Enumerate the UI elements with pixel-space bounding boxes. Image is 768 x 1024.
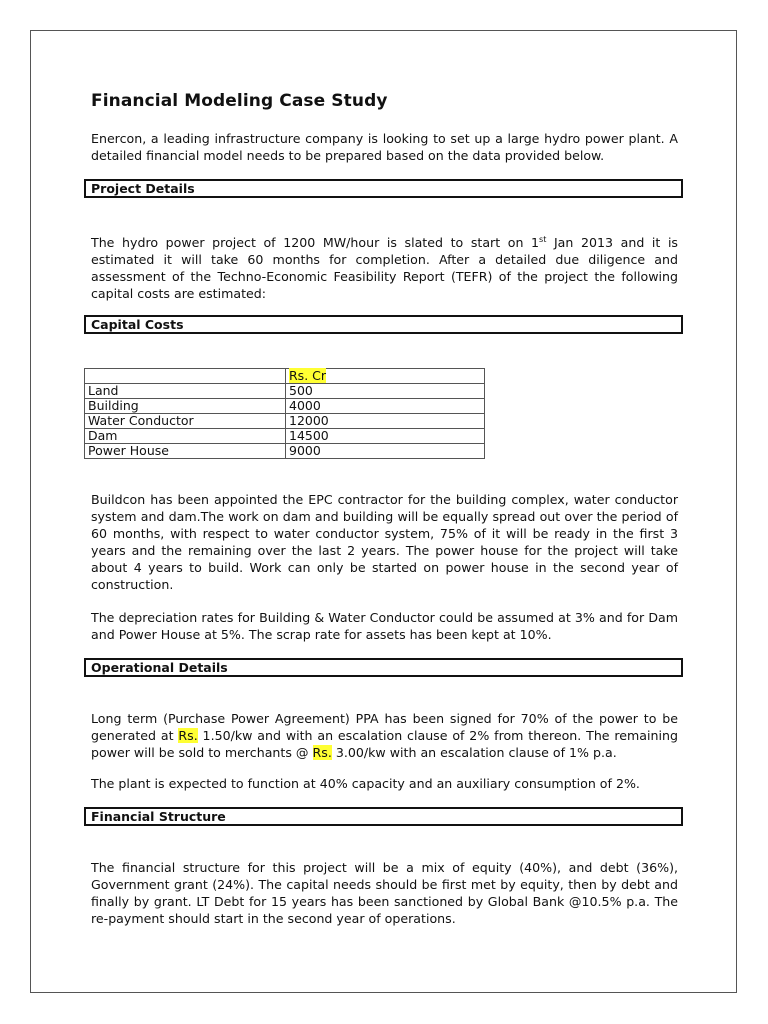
table-cell-item: Building bbox=[85, 399, 286, 414]
section-header-project-details: Project Details bbox=[84, 179, 683, 198]
operational-text-3: 3.00/kw with an escalation clause of 1% p.a. bbox=[331, 745, 617, 760]
table-row bbox=[85, 429, 485, 444]
table-cell-item: Land bbox=[85, 384, 286, 399]
section-header-operational-details: Operational Details bbox=[84, 658, 683, 677]
table-cell-value: 9000 bbox=[286, 444, 485, 459]
table-row bbox=[85, 384, 485, 399]
table-header-row bbox=[85, 369, 485, 384]
operational-text-1: Long term (Purchase Power Agreement) PPA has been signed for 70% of the power to be generated at bbox=[91, 711, 678, 743]
project-paragraph bbox=[91, 231, 678, 302]
project-text-end: Jan 2013 and it is estimated it will take 60 months for completion. After a detailed due diligence and assessment of the Techno-Economic Feasibility Report (TEFR) of the project the following capital costs are estimated: bbox=[91, 235, 678, 302]
table-cell-value: 500 bbox=[286, 384, 485, 399]
table-cell-item: Dam bbox=[85, 429, 286, 444]
capital-costs-table bbox=[84, 368, 485, 459]
operational-paragraph bbox=[91, 710, 678, 761]
project-text-start: The hydro power project of 1200 MW/hour is slated to start on 1 bbox=[91, 235, 540, 251]
table-cell-value: 14500 bbox=[286, 429, 485, 444]
section-header-capital-costs: Capital Costs bbox=[84, 315, 683, 334]
table-header-item bbox=[85, 369, 286, 384]
unit-highlight: Rs. Cr bbox=[289, 368, 327, 383]
document-page bbox=[30, 30, 737, 993]
section-header-financial-structure: Financial Structure bbox=[84, 807, 683, 826]
table-cell-value: 4000 bbox=[286, 399, 485, 414]
table-cell-item: Power House bbox=[85, 444, 286, 459]
construction-paragraph: Buildcon has been appointed the EPC contractor for the building complex, water conductor system and dam.The work on dam and building will be equally spread out over the period of 60 months, with respect to water conductor system, 75% of it will be ready in the first 3 years and the remaining over the last 2 years. The power house for the project will take about 4 years to build. Work can only be started on power house in the second year of construction. bbox=[91, 492, 678, 592]
table-row bbox=[85, 399, 485, 414]
project-text-superscript: st bbox=[539, 235, 547, 244]
table-cell-value: 12000 bbox=[286, 414, 485, 429]
table-header-unit bbox=[286, 369, 485, 384]
intro-paragraph: Enercon, a leading infrastructure company is looking to set up a large hydro power plant. A detailed financial model needs to be prepared based on the data provided below. bbox=[91, 131, 678, 163]
page-title: Financial Modeling Case Study bbox=[91, 91, 388, 111]
table-cell-item: Water Conductor bbox=[85, 414, 286, 429]
depreciation-paragraph: The depreciation rates for Building & Water Conductor could be assumed at 3% and for Dam and Power House at 5%. The scrap rate for assets has been kept at 10%. bbox=[91, 610, 678, 642]
operational-text-2: 1.50/kw and with an escalation clause of 2% from thereon. The remaining power will be sold to merchants @ bbox=[91, 728, 678, 760]
table-row bbox=[85, 444, 485, 459]
table-row bbox=[85, 414, 485, 429]
rs-highlight-1: Rs. bbox=[178, 728, 198, 743]
capacity-paragraph: The plant is expected to function at 40% capacity and an auxiliary consumption of 2%. bbox=[91, 776, 640, 791]
rs-highlight-2: Rs. bbox=[312, 745, 332, 760]
financial-paragraph: The financial structure for this project will be a mix of equity (40%), and debt (36%), Government grant (24%). The capital needs should be first met by equity, then by debt and finally by grant. LT Debt for 15 years has been sanctioned by Global Bank @10.5% p.a. The re-payment should start in the second year of operations. bbox=[91, 860, 678, 926]
